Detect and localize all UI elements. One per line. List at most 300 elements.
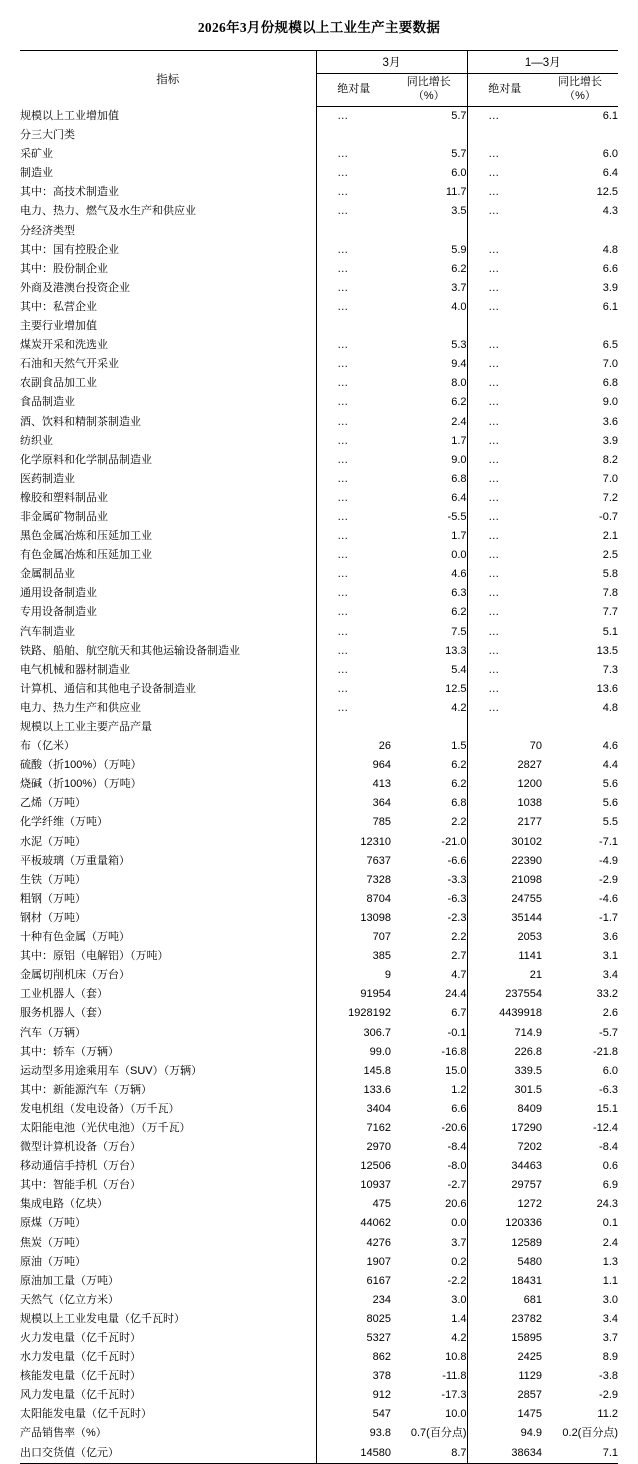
- cell-cumulative-yoy: 7.2: [602, 491, 619, 504]
- row-indicator-label: 核能发电量（亿千瓦时）: [20, 1370, 141, 1383]
- cell-month-absolute: …: [316, 413, 391, 432]
- row-indicator-label: 平板玻璃（万重量箱）: [20, 854, 130, 867]
- cell-month-yoy: -0.1: [447, 1026, 467, 1039]
- cell-month-yoy: 5.9: [451, 243, 467, 256]
- row-indicator-label: 采矿业: [20, 148, 53, 161]
- cell-cumulative-absolute: 714.9: [467, 1024, 542, 1043]
- cell-month-absolute: …: [316, 107, 391, 127]
- column-header-indicator: 指标: [20, 51, 316, 107]
- cell-cumulative-yoy: -12.4: [592, 1121, 619, 1134]
- cell-cumulative-yoy: -3.8: [599, 1370, 619, 1383]
- row-indicator-label: 非金属矿物制品业: [20, 510, 108, 523]
- cell-cumulative-yoy: -21.8: [592, 1045, 619, 1058]
- table-row: [20, 699, 618, 718]
- cell-cumulative-yoy: 0.2(百分点): [562, 1427, 619, 1440]
- cell-cumulative-yoy: 6.0: [602, 1064, 619, 1077]
- cell-month-absolute: 912: [316, 1386, 391, 1405]
- cell-month-yoy: -3.3: [447, 873, 467, 886]
- cell-cumulative-absolute: …: [467, 145, 542, 164]
- cell-month-absolute: …: [316, 699, 391, 718]
- cell-month-absolute: 13098: [316, 909, 391, 928]
- row-indicator-label: 医药制造业: [20, 472, 75, 485]
- cell-cumulative-yoy: 3.7: [602, 1332, 619, 1344]
- table-row: [20, 336, 618, 355]
- row-indicator-label: 钢材（万吨）: [20, 911, 86, 924]
- cell-month-absolute: …: [316, 432, 391, 451]
- table-row: [20, 1405, 618, 1424]
- cell-month-yoy: 7.5: [451, 625, 467, 638]
- row-indicator-label: 制造业: [20, 167, 53, 180]
- row-indicator-label: 生铁（万吨）: [20, 873, 86, 886]
- table-row: [20, 1348, 618, 1367]
- cell-month-absolute: [316, 222, 391, 241]
- cell-month-yoy: [391, 317, 467, 336]
- cell-month-yoy: 15.0: [445, 1064, 467, 1077]
- cell-cumulative-yoy: 7.0: [602, 358, 619, 371]
- cell-month-absolute: …: [316, 527, 391, 546]
- table-row: [20, 966, 618, 985]
- cell-month-yoy: 13.3: [445, 644, 467, 657]
- cell-month-yoy: -8.4: [447, 1141, 467, 1154]
- cell-cumulative-yoy: 12.5: [596, 186, 619, 199]
- cell-month-absolute: 4276: [316, 1234, 391, 1253]
- table-row: [20, 833, 618, 852]
- cell-month-yoy: 4.2: [451, 1332, 467, 1344]
- cell-month-absolute: …: [316, 451, 391, 470]
- table-row: [20, 1329, 618, 1348]
- cell-month-yoy: 20.6: [445, 1198, 467, 1211]
- cell-month-absolute: …: [316, 202, 391, 221]
- cell-cumulative-yoy: 3.4: [602, 1312, 619, 1325]
- cell-month-absolute: 364: [316, 794, 391, 813]
- cell-cumulative-absolute: …: [467, 260, 542, 279]
- table-row: [20, 1386, 618, 1405]
- cell-month-absolute: 378: [316, 1367, 391, 1386]
- cell-cumulative-absolute: [467, 317, 542, 336]
- cell-cumulative-yoy: -7.1: [599, 835, 619, 848]
- cell-cumulative-absolute: 2857: [467, 1386, 542, 1405]
- cell-month-absolute: …: [316, 164, 391, 183]
- cell-month-absolute: …: [316, 642, 391, 661]
- row-indicator-label: 金属切削机床（万台）: [20, 969, 130, 982]
- cell-cumulative-absolute: 1038: [467, 794, 542, 813]
- table-row: [20, 871, 618, 890]
- cell-month-yoy: 6.0: [451, 167, 467, 180]
- cell-cumulative-absolute: …: [467, 164, 542, 183]
- cum-yoy-unit: （%）: [564, 90, 596, 102]
- cell-cumulative-yoy: -6.3: [599, 1083, 619, 1096]
- cell-cumulative-absolute: 226.8: [467, 1043, 542, 1062]
- cell-month-yoy: 3.7: [451, 281, 467, 294]
- cell-cumulative-absolute: 5480: [467, 1253, 542, 1272]
- row-indicator-label: 化学原料和化学制品制造业: [20, 453, 152, 466]
- table-row: [20, 202, 618, 221]
- cell-month-absolute: …: [316, 241, 391, 260]
- row-indicator-label: 农副食品加工业: [20, 377, 97, 390]
- cell-month-absolute: …: [316, 393, 391, 412]
- table-head: [20, 51, 618, 107]
- table-row: [20, 1424, 618, 1443]
- cell-cumulative-absolute: 301.5: [467, 1081, 542, 1100]
- cell-cumulative-absolute: 15895: [467, 1329, 542, 1348]
- cell-cumulative-absolute: 1272: [467, 1195, 542, 1214]
- cell-month-absolute: 99.0: [316, 1043, 391, 1062]
- cell-month-absolute: 10937: [316, 1176, 391, 1195]
- cell-month-absolute: 785: [316, 813, 391, 832]
- cell-cumulative-yoy: 5.8: [602, 568, 619, 581]
- cell-month-yoy: 10.0: [445, 1408, 467, 1421]
- row-indicator-label: 焦炭（万吨）: [20, 1236, 86, 1249]
- cell-cumulative-yoy: 5.6: [602, 797, 619, 810]
- table-row: [20, 470, 618, 489]
- cell-cumulative-yoy: 2.1: [602, 530, 619, 543]
- cell-cumulative-yoy: 0.6: [602, 1160, 619, 1173]
- row-indicator-label: 电气机械和器材制造业: [20, 663, 130, 676]
- cell-cumulative-absolute: 29757: [467, 1176, 542, 1195]
- row-indicator-label: 煤炭开采和洗选业: [20, 339, 108, 352]
- table-row: [20, 1253, 618, 1272]
- cell-cumulative-yoy: 1.1: [602, 1274, 619, 1287]
- cell-cumulative-absolute: [467, 222, 542, 241]
- row-indicator-label: 十种有色金属（万吨）: [20, 931, 130, 944]
- table-row: [20, 661, 618, 680]
- row-indicator-label: 规模以上工业增加值: [20, 109, 119, 122]
- cell-month-yoy: 24.4: [445, 988, 467, 1001]
- row-indicator-label: 太阳能发电量（亿千瓦时）: [20, 1408, 152, 1421]
- cell-cumulative-absolute: …: [467, 451, 542, 470]
- cell-cumulative-yoy: 2.6: [602, 1007, 619, 1020]
- cell-cumulative-yoy: 4.8: [602, 243, 619, 256]
- cell-month-yoy: 4.6: [451, 568, 467, 581]
- table-row: [20, 1214, 618, 1233]
- cell-cumulative-absolute: …: [467, 355, 542, 374]
- table-row: [20, 164, 618, 183]
- table-header-row-groups: [20, 51, 618, 74]
- row-indicator-label: 汽车制造业: [20, 625, 75, 638]
- cell-month-yoy: 6.2: [451, 778, 467, 791]
- cell-month-absolute: [316, 126, 391, 145]
- cell-month-absolute: 385: [316, 947, 391, 966]
- cell-cumulative-absolute: …: [467, 603, 542, 622]
- row-indicator-label: 集成电路（亿块）: [20, 1198, 108, 1211]
- cell-cumulative-yoy: [542, 126, 618, 145]
- row-indicator-label: 移动通信手持机（万台）: [20, 1160, 141, 1173]
- cell-month-yoy: -17.3: [441, 1389, 467, 1402]
- table-row: [20, 1062, 618, 1081]
- cell-cumulative-yoy: [542, 718, 618, 737]
- table-row: [20, 126, 618, 145]
- row-indicator-label: 其中：股份制企业: [20, 262, 108, 275]
- table-row: [20, 393, 618, 412]
- cell-cumulative-yoy: 24.3: [596, 1198, 619, 1211]
- row-indicator-label: 微型计算机设备（万台）: [20, 1141, 141, 1154]
- cell-month-absolute: …: [316, 145, 391, 164]
- table-row: [20, 909, 618, 928]
- month-yoy-unit: （%）: [412, 90, 445, 102]
- cell-month-absolute: 5327: [316, 1329, 391, 1348]
- row-indicator-label: 其中：私营企业: [20, 300, 97, 313]
- cell-cumulative-absolute: …: [467, 336, 542, 355]
- cell-cumulative-absolute: 94.9: [467, 1424, 542, 1443]
- row-indicator-label: 天然气（亿立方米）: [20, 1293, 119, 1306]
- cell-month-yoy: -6.6: [447, 854, 467, 867]
- cell-cumulative-absolute: 237554: [467, 985, 542, 1004]
- cell-cumulative-yoy: -1.7: [599, 911, 619, 924]
- cell-month-yoy: 11.7: [445, 186, 467, 199]
- row-indicator-label: 乙烯（万吨）: [20, 797, 86, 810]
- cell-month-absolute: …: [316, 546, 391, 565]
- row-indicator-label: 外商及港澳台投资企业: [20, 281, 130, 294]
- cell-cumulative-yoy: 15.1: [596, 1102, 619, 1115]
- cell-month-absolute: 7637: [316, 852, 391, 871]
- cell-cumulative-absolute: …: [467, 107, 542, 127]
- cell-cumulative-absolute: 17290: [467, 1119, 542, 1138]
- cell-cumulative-yoy: -8.4: [599, 1141, 619, 1154]
- cell-month-yoy: 5.3: [451, 339, 467, 352]
- cell-month-absolute: …: [316, 260, 391, 279]
- cell-cumulative-yoy: 3.9: [602, 434, 619, 447]
- cell-cumulative-yoy: 8.9: [602, 1351, 619, 1364]
- table-row: [20, 737, 618, 756]
- table-row: [20, 355, 618, 374]
- cell-month-yoy: 0.7(百分点): [410, 1427, 467, 1440]
- cell-cumulative-absolute: …: [467, 508, 542, 527]
- cell-month-absolute: 964: [316, 756, 391, 775]
- cell-cumulative-absolute: 8409: [467, 1100, 542, 1119]
- table-row: [20, 1195, 618, 1214]
- cell-cumulative-yoy: 6.9: [602, 1179, 619, 1192]
- cell-cumulative-absolute: …: [467, 202, 542, 221]
- cell-cumulative-yoy: 9.0: [602, 396, 619, 409]
- row-indicator-label: 火力发电量（亿千瓦时）: [20, 1332, 141, 1344]
- cell-month-absolute: …: [316, 661, 391, 680]
- row-indicator-label: 食品制造业: [20, 396, 75, 409]
- table-row: [20, 584, 618, 603]
- cell-cumulative-yoy: 3.9: [602, 281, 619, 294]
- cell-cumulative-yoy: 33.2: [596, 988, 619, 1001]
- row-indicator-label: 太阳能电池（光伏电池）（万千瓦）: [20, 1121, 191, 1134]
- cell-cumulative-yoy: 6.8: [602, 377, 619, 390]
- cell-cumulative-yoy: 6.0: [602, 148, 619, 161]
- cell-month-yoy: 6.2: [451, 606, 467, 619]
- cell-month-absolute: 9: [316, 966, 391, 985]
- row-indicator-label: 规模以上工业主要产品产量: [20, 721, 152, 733]
- row-indicator-label: 电力、热力生产和供应业: [20, 701, 141, 714]
- cell-cumulative-absolute: 120336: [467, 1214, 542, 1233]
- cell-month-yoy: 10.8: [445, 1351, 467, 1364]
- row-indicator-label: 汽车（万辆）: [20, 1026, 86, 1039]
- table-row: [20, 603, 618, 622]
- cell-month-yoy: 6.3: [451, 587, 467, 600]
- cell-month-absolute: …: [316, 565, 391, 584]
- table-row: [20, 432, 618, 451]
- cell-cumulative-absolute: …: [467, 279, 542, 298]
- table-row: [20, 183, 618, 202]
- cell-cumulative-yoy: 4.3: [602, 205, 619, 218]
- cell-cumulative-absolute: 339.5: [467, 1062, 542, 1081]
- cell-month-absolute: 413: [316, 775, 391, 794]
- table-row: [20, 1367, 618, 1386]
- cell-month-absolute: 91954: [316, 985, 391, 1004]
- table-row: [20, 222, 618, 241]
- cell-cumulative-yoy: 5.5: [602, 816, 619, 829]
- table-row: [20, 1272, 618, 1291]
- cell-month-absolute: [316, 718, 391, 737]
- cell-month-yoy: 9.0: [451, 453, 467, 466]
- column-header-month-absolute: 绝对量: [316, 74, 391, 107]
- row-indicator-label: 电力、热力、燃气及水生产和供应业: [20, 205, 196, 218]
- cell-month-absolute: 145.8: [316, 1062, 391, 1081]
- row-indicator-label: 硫酸（折100%）（万吨）: [20, 759, 142, 772]
- table-row: [20, 527, 618, 546]
- cell-cumulative-yoy: -2.9: [599, 873, 619, 886]
- cell-month-absolute: …: [316, 279, 391, 298]
- cell-cumulative-absolute: [467, 126, 542, 145]
- cell-cumulative-absolute: …: [467, 623, 542, 642]
- cell-month-absolute: …: [316, 603, 391, 622]
- cell-cumulative-absolute: 35144: [467, 909, 542, 928]
- row-indicator-label: 橡胶和塑料制品业: [20, 491, 108, 504]
- table-row: [20, 565, 618, 584]
- table-row: [20, 1138, 618, 1157]
- table-row: [20, 1004, 618, 1023]
- table-row: [20, 317, 618, 336]
- cell-month-yoy: 4.7: [451, 969, 467, 982]
- cell-cumulative-absolute: 22390: [467, 852, 542, 871]
- cell-cumulative-yoy: 4.8: [602, 701, 619, 714]
- cell-cumulative-yoy: 7.8: [602, 587, 619, 600]
- cell-month-yoy: 4.0: [451, 300, 467, 313]
- cell-cumulative-absolute: …: [467, 432, 542, 451]
- cell-month-yoy: -20.6: [441, 1121, 467, 1134]
- cell-month-yoy: -21.0: [441, 835, 467, 848]
- cell-cumulative-yoy: 3.4: [602, 969, 619, 982]
- cell-cumulative-absolute: …: [467, 489, 542, 508]
- cell-month-absolute: …: [316, 336, 391, 355]
- row-indicator-label: 其中：智能手机（万台）: [20, 1179, 141, 1192]
- row-indicator-label: 发电机组（发电设备）（万千瓦）: [20, 1102, 180, 1115]
- cell-cumulative-yoy: 6.5: [602, 339, 619, 352]
- cell-cumulative-absolute: 23782: [467, 1310, 542, 1329]
- table-row: [20, 1234, 618, 1253]
- row-indicator-label: 风力发电量（亿千瓦时）: [20, 1389, 141, 1402]
- row-indicator-label: 运动型多用途乘用车（SUV）（万辆）: [20, 1064, 203, 1077]
- column-header-cum-absolute: 绝对量: [467, 74, 542, 107]
- cell-month-absolute: 12506: [316, 1157, 391, 1176]
- table-row: [20, 1176, 618, 1195]
- table-row: [20, 413, 618, 432]
- cell-month-yoy: -8.0: [447, 1160, 467, 1173]
- row-indicator-label: 水泥（万吨）: [20, 835, 86, 848]
- cell-month-yoy: -2.3: [447, 911, 467, 924]
- row-indicator-label: 原油加工量（万吨）: [20, 1274, 119, 1287]
- table-row: [20, 107, 618, 127]
- cell-cumulative-absolute: [467, 718, 542, 737]
- table-row: [20, 546, 618, 565]
- row-indicator-label: 黑色金属冶炼和压延加工业: [20, 530, 152, 543]
- cell-month-yoy: 1.7: [451, 434, 467, 447]
- row-indicator-label: 产品销售率（%）: [20, 1427, 107, 1440]
- cell-cumulative-absolute: 24755: [467, 890, 542, 909]
- cell-cumulative-absolute: 2827: [467, 756, 542, 775]
- cell-cumulative-absolute: 4439918: [467, 1004, 542, 1023]
- cell-month-yoy: 4.2: [451, 701, 467, 714]
- cell-cumulative-yoy: 5.1: [602, 625, 619, 638]
- cell-cumulative-yoy: 2.5: [602, 549, 619, 562]
- cell-cumulative-absolute: 21: [467, 966, 542, 985]
- cell-month-yoy: 8.0: [451, 377, 467, 390]
- row-indicator-label: 铁路、船舶、航空航天和其他运输设备制造业: [20, 644, 240, 657]
- cell-cumulative-absolute: 1141: [467, 947, 542, 966]
- cell-month-absolute: 7162: [316, 1119, 391, 1138]
- cell-month-yoy: 2.7: [451, 950, 467, 963]
- cell-month-yoy: [391, 718, 467, 737]
- cell-cumulative-absolute: …: [467, 661, 542, 680]
- cell-cumulative-absolute: 34463: [467, 1157, 542, 1176]
- cell-cumulative-absolute: 2053: [467, 928, 542, 947]
- table-row: [20, 928, 618, 947]
- table-row: [20, 241, 618, 260]
- cell-cumulative-absolute: …: [467, 298, 542, 317]
- table-row: [20, 1291, 618, 1310]
- cell-cumulative-absolute: …: [467, 241, 542, 260]
- cell-month-yoy: 1.7: [451, 530, 467, 543]
- cell-month-yoy: 1.4: [451, 1312, 467, 1325]
- cell-month-absolute: 707: [316, 928, 391, 947]
- row-indicator-label: 粗钢（万吨）: [20, 892, 86, 905]
- row-indicator-label: 计算机、通信和其他电子设备制造业: [20, 682, 196, 695]
- cell-month-yoy: 3.0: [451, 1293, 467, 1306]
- table-row: [20, 145, 618, 164]
- cell-cumulative-yoy: 0.1: [602, 1217, 619, 1230]
- cell-cumulative-absolute: 1475: [467, 1405, 542, 1424]
- cell-cumulative-yoy: 7.7: [602, 606, 619, 619]
- row-indicator-label: 主要行业增加值: [20, 320, 97, 333]
- table-row: [20, 1310, 618, 1329]
- cell-cumulative-absolute: 7202: [467, 1138, 542, 1157]
- column-group-month: 3月: [316, 51, 467, 74]
- cell-month-yoy: -16.8: [441, 1045, 467, 1058]
- cell-month-absolute: …: [316, 355, 391, 374]
- cell-month-yoy: 6.7: [451, 1007, 467, 1020]
- table-row: [20, 1024, 618, 1043]
- cell-month-yoy: [391, 222, 467, 241]
- cell-month-yoy: 2.2: [451, 816, 467, 829]
- cell-cumulative-absolute: 12589: [467, 1234, 542, 1253]
- cell-month-absolute: 1907: [316, 1253, 391, 1272]
- cell-month-yoy: 9.4: [451, 358, 467, 371]
- row-indicator-label: 烧碱（折100%）（万吨）: [20, 778, 142, 791]
- cell-month-yoy: 1.5: [451, 740, 467, 753]
- cell-cumulative-absolute: …: [467, 642, 542, 661]
- row-indicator-label: 分三大门类: [20, 129, 75, 142]
- cell-cumulative-absolute: …: [467, 413, 542, 432]
- table-row: [20, 794, 618, 813]
- column-header-month-yoy: [391, 74, 467, 107]
- cell-cumulative-absolute: 38634: [467, 1444, 542, 1464]
- row-indicator-label: 服务机器人（套）: [20, 1007, 108, 1020]
- industrial-output-table: [20, 50, 618, 1464]
- cell-month-absolute: 2970: [316, 1138, 391, 1157]
- cell-cumulative-absolute: …: [467, 565, 542, 584]
- cell-cumulative-yoy: 3.0: [602, 1293, 619, 1306]
- column-group-cumulative: 1—3月: [467, 51, 618, 74]
- cell-month-absolute: 14580: [316, 1444, 391, 1464]
- cell-month-absolute: 6167: [316, 1272, 391, 1291]
- cell-month-yoy: -5.5: [447, 510, 467, 523]
- table-row: [20, 1157, 618, 1176]
- cell-cumulative-absolute: 1200: [467, 775, 542, 794]
